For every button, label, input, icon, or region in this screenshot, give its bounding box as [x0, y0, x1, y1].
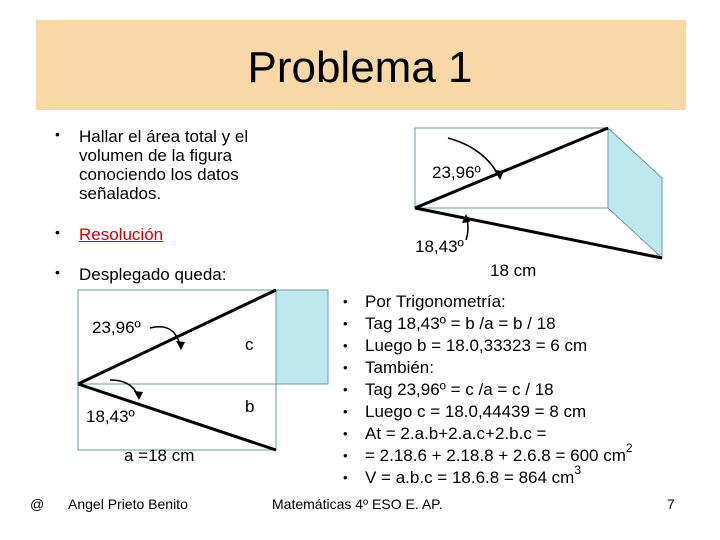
resolution-link[interactable]: Resolución: [79, 225, 164, 244]
footer-course: Matemáticas 4º ESO E. AP.: [272, 496, 443, 512]
prism-angle-bottom-label: 18,43º: [415, 237, 464, 256]
bullet-dot: •: [55, 224, 60, 240]
bullet-dot: •: [55, 264, 60, 280]
prism-side-face: [608, 128, 662, 258]
net-angle-top-label: 23,96º: [92, 318, 141, 337]
prism-length-label: 18 cm: [490, 261, 537, 280]
net-b-label: b: [245, 397, 255, 416]
prism-angle-top-label: 23,96º: [432, 163, 481, 182]
slide-title: Problema 1: [247, 43, 473, 92]
net-c-label: c: [245, 335, 254, 354]
copyright-symbol: @: [30, 496, 45, 512]
bullet-dot: •: [55, 126, 60, 142]
bullet-unfolded: Desplegado queda:: [79, 265, 227, 284]
net-a-label: a =18 cm: [124, 446, 195, 465]
footer-author: Angel Prieto Benito: [68, 496, 188, 512]
page-number: 7: [667, 496, 675, 512]
bullet-task: Hallar el área total y el volumen de la figura conociendo los datos señalados.: [79, 127, 249, 203]
net-side-rect: [276, 290, 328, 384]
net-angle-bottom-label: 18,43º: [86, 407, 135, 426]
